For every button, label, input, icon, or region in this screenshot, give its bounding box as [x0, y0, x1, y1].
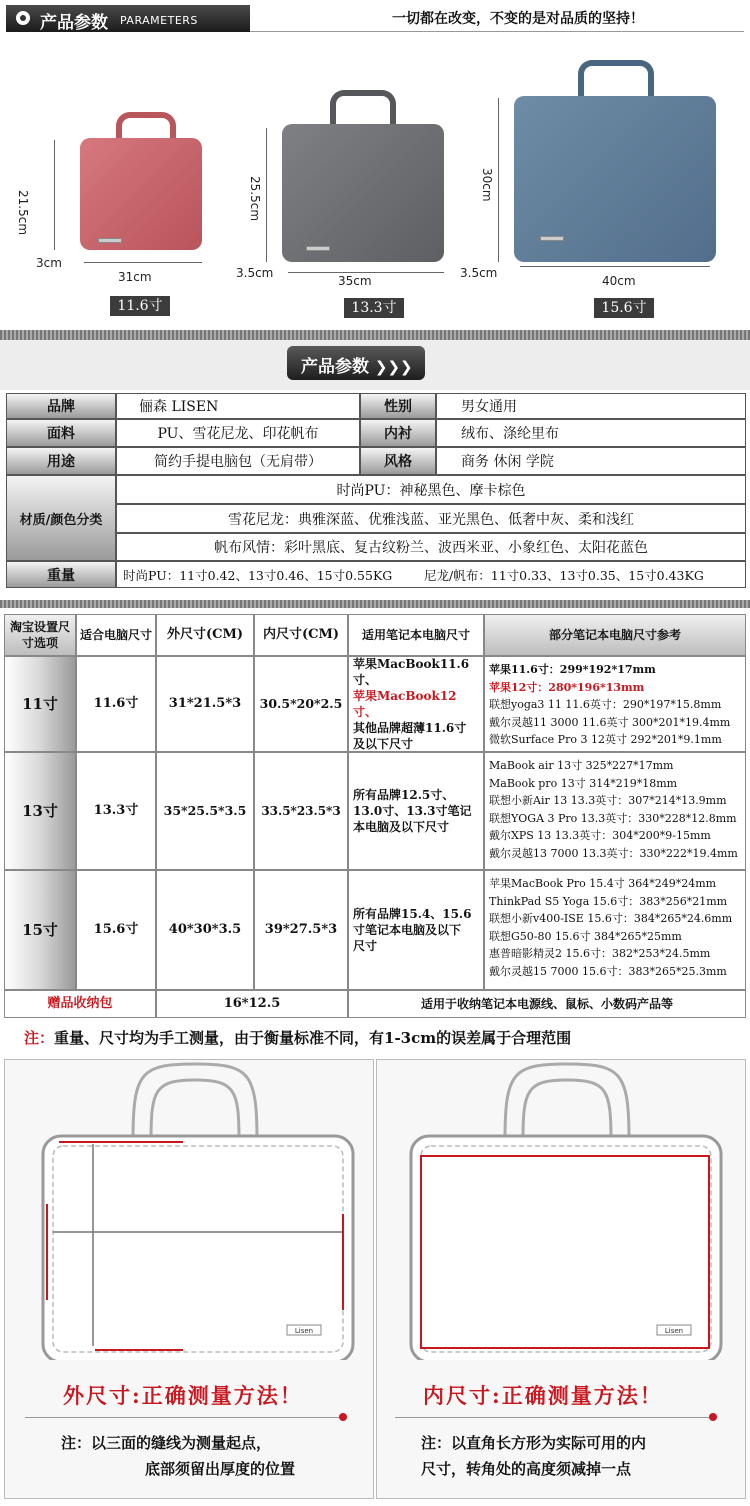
ref-line: MaBook pro 13寸 314*219*18mm [489, 776, 678, 790]
top-header-bar [0, 0, 750, 38]
outer-size-note-line1: 注：以三面的缝线为测量起点， [61, 1434, 272, 1452]
gift-size: 16*12.5 [156, 990, 348, 1018]
height-label: 25.5cm [248, 176, 262, 222]
material-label: 材质/颜色分类 [6, 475, 116, 561]
ref-line: 戴尔XPS 13 13.3英寸：304*200*9-15mm [489, 829, 711, 842]
depth-label: 3.5cm [236, 266, 274, 280]
width-label: 35cm [338, 274, 372, 288]
suitable-laptops [348, 870, 484, 990]
use-value: 简约手提电脑包（无肩带） [116, 447, 360, 475]
bag-logo-text: Lisen [294, 1327, 314, 1335]
suitable-laptops [348, 656, 484, 752]
gender-label: 性别 [360, 393, 436, 419]
size-option-11: 11寸 [4, 656, 76, 752]
size-table-header: 适合电脑尺寸 [76, 614, 156, 656]
laptop-size-refs [484, 656, 746, 752]
size-table-header: 淘宝设置尺寸选项 [4, 614, 76, 656]
style-value: 商务 休闲 学院 [436, 447, 746, 475]
depth-label: 3cm [36, 256, 62, 270]
fit-size: 13.3寸 [76, 752, 156, 870]
size-tag-11: 11.6寸 [110, 296, 170, 316]
bag-body [282, 124, 444, 262]
inner-size: 39*27.5*3 [254, 870, 348, 990]
laptop-size-refs [484, 752, 746, 870]
ref-line: 联想小新Air 13 13.3英寸：307*214*13.9mm [489, 794, 727, 807]
lining-value: 绒布、涤纶里布 [436, 419, 746, 447]
brand-label: 品牌 [6, 393, 116, 419]
width-label: 40cm [602, 274, 636, 288]
bullet-icon [16, 11, 30, 25]
ref-line: 联想G50-80 15.6寸 384*265*25mm [489, 929, 682, 943]
gender-value: 男女通用 [436, 393, 746, 419]
gift-desc: 适用于收纳笔记本电源线、鼠标、小数码产品等 [348, 990, 746, 1018]
suitable-laptops [348, 752, 484, 870]
inner-size: 33.5*23.5*3 [254, 752, 348, 870]
size-option-13: 13寸 [4, 752, 76, 870]
section-title-badge [287, 346, 425, 380]
ref-line: 戴尔灵越13 7000 13.3英寸：330*222*19.4mm [489, 846, 738, 860]
weight-value: 时尚PU：11寸0.42、13寸0.46、15寸0.55KG 尼龙/帆布：11寸0.33、13寸0.35、15寸0.43KG [116, 561, 746, 588]
use-label: 用途 [6, 447, 116, 475]
inner-size-note-line2: 尺寸，转角处的高度须减掉一点 [421, 1460, 632, 1478]
measure-note [24, 1027, 571, 1048]
size-option-15: 15寸 [4, 870, 76, 990]
weight-label: 重量 [6, 561, 116, 588]
size-tag-15: 15.6寸 [594, 298, 654, 318]
ref-line: 微软Surface Pro 3 12英寸 292*201*9.1mm [489, 733, 722, 746]
width-arrow [520, 266, 710, 267]
ref-line: ThinkPad S5 Yoga 15.6寸：383*256*21mm [489, 894, 728, 908]
suitable-line: 所有品牌15.4、15.6 [353, 907, 472, 921]
title-rule [25, 1417, 341, 1418]
chevron-right-icon: ❯❯❯ [374, 358, 413, 376]
outer-size: 40*30*3.5 [156, 870, 254, 990]
height-arrow [266, 128, 267, 262]
section-divider [0, 600, 750, 608]
inner-size-title: 内尺寸:正确测量方法！ [423, 1383, 663, 1408]
suitable-line: 本电脑及以下尺寸 [353, 820, 450, 834]
bag-logo-text: Lisen [664, 1327, 684, 1335]
height-arrow [54, 140, 55, 250]
inner-size: 30.5*20*2.5 [254, 656, 348, 752]
ref-line: 苹果11.6寸：299*192*17mm [489, 663, 656, 676]
outer-size: 35*25.5*3.5 [156, 752, 254, 870]
section-divider [0, 330, 750, 340]
ref-line: 戴尔灵越15 7000 15.6寸：383*265*25.3mm [489, 964, 727, 978]
height-label: 21.5cm [16, 190, 30, 236]
header-slogan: 一切都在改变，不变的是对品质的坚持！ [392, 11, 644, 27]
bag-logo-tag [98, 238, 122, 243]
height-arrow [498, 98, 499, 262]
size-table-header: 部分笔记本电脑尺寸参考 [484, 614, 746, 656]
fit-size: 15.6寸 [76, 870, 156, 990]
material-value-nylon: 雪花尼龙：典雅深蓝、优雅浅蓝、亚光黑色、低奢中灰、柔和浅红 [116, 504, 746, 533]
depth-label: 3.5cm [460, 266, 498, 280]
size-table-header: 适用笔记本电脑尺寸 [348, 614, 484, 656]
ref-line: 联想小新v400-ISE 15.6寸：384*265*24.6mm [489, 912, 733, 925]
dot-icon [709, 1413, 717, 1421]
ref-line: 联想YOGA 3 Pro 13.3英寸：330*228*12.8mm [489, 811, 737, 825]
size-table-header: 外尺寸(CM) [156, 614, 254, 656]
suitable-line: 所有品牌12.5寸、 [353, 788, 455, 802]
outer-size-panel [4, 1059, 374, 1499]
outer-size-note-line2: 底部须留出厚度的位置 [145, 1460, 296, 1478]
gift-label: 赠品收纳包 [4, 990, 156, 1018]
fit-size: 11.6寸 [76, 656, 156, 752]
height-label: 30cm [480, 168, 494, 202]
bag-body [80, 138, 202, 250]
inner-size-note-line1: 注：以直角长方形为实际可用的内 [421, 1434, 647, 1452]
suitable-line: 尺寸 [353, 939, 378, 953]
suitable-line: 13.0寸、13.3寸笔记 [353, 804, 472, 818]
bag-logo-tag [540, 236, 564, 241]
section-title: 产品参数 [301, 357, 369, 377]
fabric-label: 面料 [6, 419, 116, 447]
suitable-line: 及以下尺寸 [353, 737, 414, 751]
ref-line: 戴尔灵越11 3000 11.6英寸 300*201*19.4mm [489, 715, 731, 729]
lining-label: 内衬 [360, 419, 436, 447]
dot-icon [339, 1413, 347, 1421]
suitable-line: 苹果MacBook12寸、 [353, 689, 457, 719]
fabric-value: PU、雪花尼龙、印花帆布 [116, 419, 360, 447]
outer-size: 31*21.5*3 [156, 656, 254, 752]
note-text: 重量、尺寸均为手工测量，由于衡量标准不同，有1-3cm的误差属于合理范围 [54, 1029, 572, 1047]
header-title: 产品参数 [40, 13, 108, 33]
note-prefix: 注： [24, 1029, 55, 1047]
brand-value: 俪森 LISEN [116, 393, 360, 419]
title-rule [395, 1417, 711, 1418]
material-value-canvas: 帆布风情：彩叶黑底、复古纹粉兰、波西米亚、小象红色、太阳花蓝色 [116, 533, 746, 561]
ref-line: 苹果12寸：280*196*13mm [489, 680, 645, 694]
material-value-pu: 时尚PU：神秘黑色、摩卡棕色 [116, 475, 746, 504]
inner-size-panel [376, 1059, 746, 1499]
ref-line: 苹果MacBook Pro 15.4寸 364*249*24mm [489, 877, 717, 890]
size-tag-13: 13.3寸 [344, 298, 404, 318]
ref-line: 联想yoga3 11 11.6英寸：290*197*15.8mm [489, 698, 722, 711]
header-subtitle: PARAMETERS [120, 14, 198, 27]
bag-outline-diagram [5, 1060, 375, 1360]
outer-size-title: 外尺寸:正确测量方法！ [63, 1383, 303, 1408]
width-label: 31cm [118, 270, 152, 284]
bag-outline-diagram [377, 1060, 747, 1360]
size-table-header: 内尺寸(CM) [254, 614, 348, 656]
suitable-line: 苹果MacBook11.6寸、 [353, 657, 470, 687]
width-arrow [288, 272, 444, 273]
ref-line: 惠普暗影精灵2 15.6寸：382*253*24.5mm [489, 947, 711, 960]
bag-logo-tag [306, 246, 330, 251]
header-rule [250, 31, 744, 32]
width-arrow [84, 262, 202, 263]
laptop-size-refs [484, 870, 746, 990]
suitable-line: 其他品牌超薄11.6寸 [353, 721, 467, 735]
suitable-line: 寸笔记本电脑及以下 [353, 923, 462, 937]
style-label: 风格 [360, 447, 436, 475]
ref-line: MaBook air 13寸 325*227*17mm [489, 759, 674, 772]
